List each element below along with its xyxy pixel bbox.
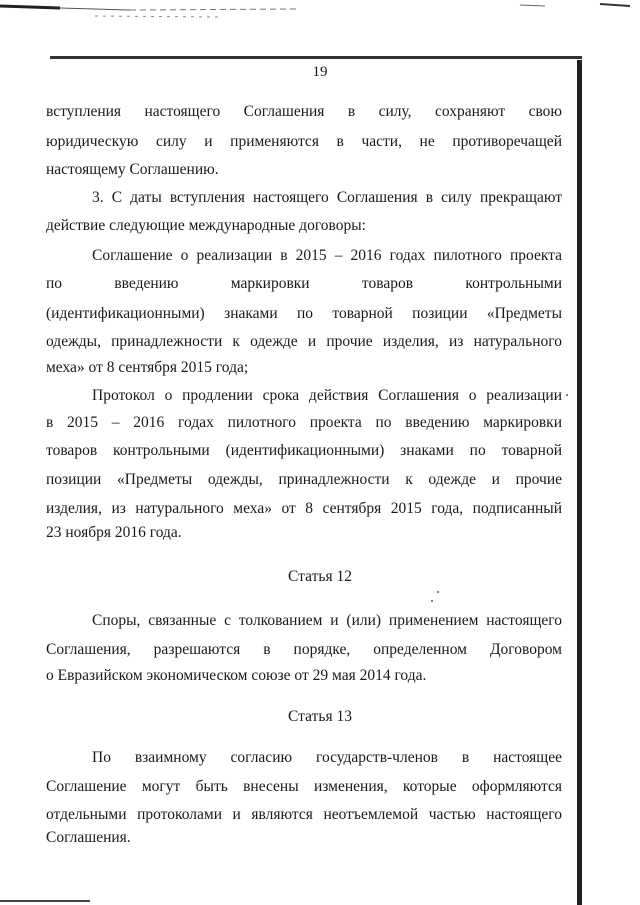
text-line: По взаимному согласию государств-членов в настоящее	[92, 749, 562, 766]
text-line: Споры, связанные с толкованием и (или) применением настоящего	[92, 612, 562, 629]
text-line: Соглашения, разрешаются в порядке, определенном Договором	[46, 641, 562, 658]
text-line: Протокол о продлении срока действия Соглашения о реализации	[92, 387, 562, 404]
article-12-heading: Статья 12	[288, 568, 352, 585]
text-line: отдельными протоколами и являются неотъемлемой частью настоящего	[46, 806, 562, 823]
text-line: по введению маркировки товаров контрольными	[46, 275, 562, 292]
page-frame-top	[50, 56, 582, 59]
scan-speck	[437, 591, 439, 593]
text-line: товаров контрольными (идентификационными) знаками по товарной	[46, 442, 562, 459]
text-line: в 2015 – 2016 годах пилотного проекта по введению маркировки	[46, 414, 562, 431]
page-frame-bottom	[0, 900, 90, 902]
scan-speck	[431, 600, 433, 602]
page-frame-right	[577, 60, 582, 905]
text-line: о Евразийском экономическом союзе от 29 мая 2014 года.	[46, 667, 427, 684]
text-line: позиции «Предметы одежды, принадлежности к одежде и прочие	[46, 471, 562, 488]
text-line: 23 ноября 2016 года.	[46, 524, 182, 541]
text-line: юридическую силу и применяются в части, не противоречащей	[46, 133, 562, 150]
text-line: Соглашение могут быть внесены изменения, которые оформляются	[46, 778, 562, 795]
scan-noise-top	[0, 0, 640, 22]
text-line: (идентификационными) знаками по товарной позиции «Предметы	[46, 305, 562, 322]
text-line: действие следующие международные договоры:	[46, 217, 366, 234]
article-13-heading: Статья 13	[288, 708, 352, 725]
text-line: 3. С даты вступления настоящего Соглашения в силу прекращают	[92, 189, 562, 206]
text-line: изделия, из натурального меха» от 8 сентября 2015 года, подписанный	[46, 500, 562, 517]
text-line: вступления настоящего Соглашения в силу, сохраняют свою	[46, 103, 562, 120]
text-line: меха» от 8 сентября 2015 года;	[46, 359, 249, 376]
text-line: настоящему Соглашению.	[46, 161, 219, 178]
page-number: 19	[312, 64, 328, 80]
text-line: одежды, принадлежности к одежде и прочие изделия, из натурального	[46, 333, 562, 350]
scan-speck	[566, 394, 568, 396]
text-line: Соглашения.	[46, 829, 131, 846]
text-line: Соглашение о реализации в 2015 – 2016 годах пилотного проекта	[92, 247, 562, 264]
